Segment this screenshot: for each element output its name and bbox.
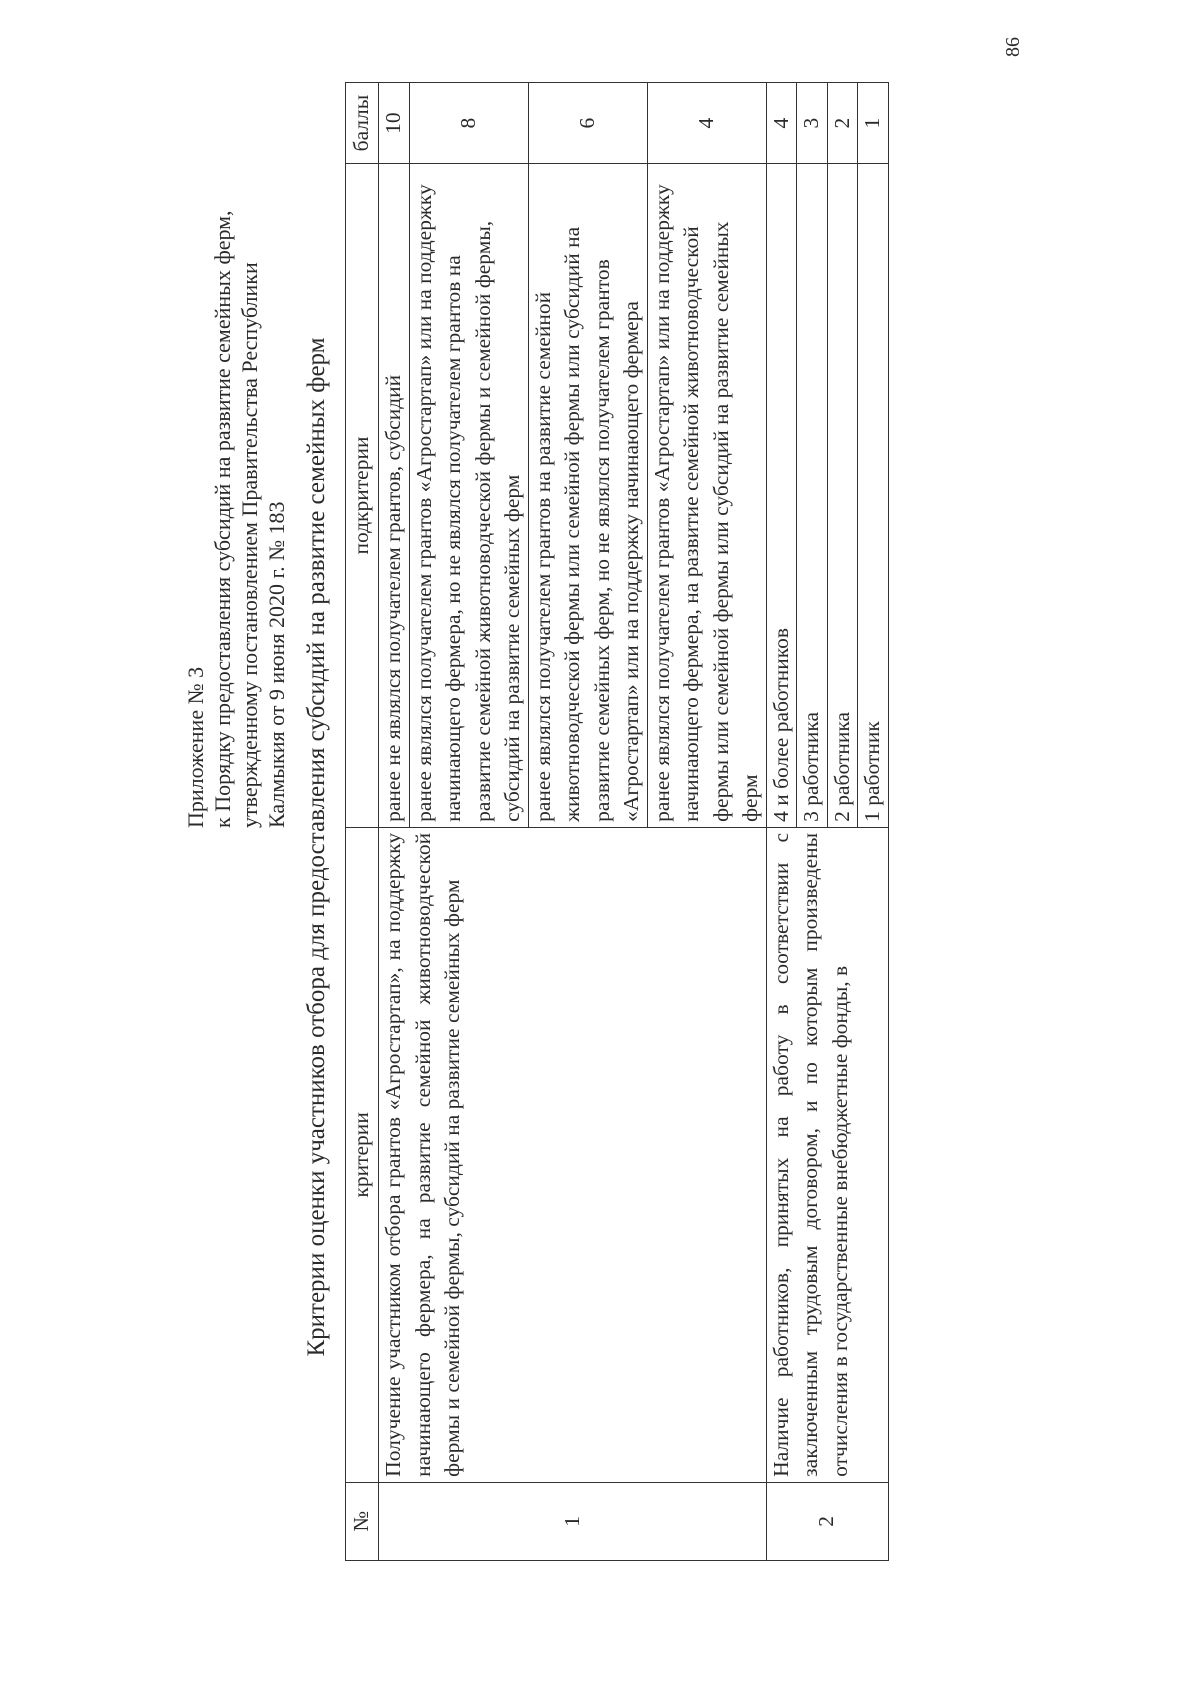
table-row [379,83,410,1561]
header-subcriteria: подкритерии [346,164,379,828]
points-cell: 4 [766,83,797,164]
subcriteria-cell: 4 и более работников [766,164,797,828]
appendix-line: к Порядку предоставления субсидий на развитие семейных ферм, [210,210,235,828]
points-cell: 6 [528,83,647,164]
appendix-line: Приложение № 3 [183,666,208,828]
subcriteria-cell: 1 работник [858,164,889,828]
points-cell: 4 [647,83,766,164]
subcriteria-cell: ранее являлся получателем грантов «Агростартап» или на поддержку начинающего фермера, на развитие семейной животноводческой фермы или семейной фермы или субсидий на развитие семейных ферм [647,164,766,828]
appendix-line: утвержденному постановлением Правительства Республики [237,262,262,828]
appendix-line: Калмыкия от 9 июня 2020 г. № 183 [264,501,289,828]
document-title: Критерии оценки участников отбора для предоставления субсидий на развитие семейных ферм [303,337,330,1357]
points-cell: 1 [858,83,889,164]
appendix-header [182,184,290,828]
points-cell: 2 [827,83,858,164]
subcriteria-cell: ранее являлся получателем грантов на развитие семейной животноводческой фермы или семейной фермы или субсидий на развитие семейных ферм, но не являлся получателем грантов «Агростартап» или на поддержку начинающего фермера [528,164,647,828]
criteria-cell: Получение участником отбора грантов «Агростартап», на поддержку начинающего фермера, на развитие семейной животноводческой фермы и семейной фермы, субсидий на развитие семейных ферм [379,827,767,1482]
subcriteria-cell: 3 работника [797,164,828,828]
subcriteria-cell: 2 работника [827,164,858,828]
page-number: 86 [1002,37,1024,57]
subcriteria-cell: ранее не являлся получателем грантов, субсидий [379,164,410,828]
header-number: № [346,1482,379,1560]
points-cell: 3 [797,83,828,164]
subcriteria-cell: ранее являлся получателем грантов «Агростартап» или на поддержку начинающего фермера, но не являлся получателем грантов на развитие семейной животноводческой фермы и семейной фермы, субсидий на развитие семейных ферм [409,164,528,828]
row-number: 1 [379,1482,767,1560]
header-points: баллы [346,83,379,164]
row-number: 2 [766,1482,888,1560]
criteria-cell: Наличие работников, принятых на работу в соответствии с заключенным трудовым договором, и по которым произведены отчисления в государственные внебюджетные фонды, в [766,827,888,1482]
points-cell: 10 [379,83,410,164]
criteria-table [345,82,889,1561]
table-header-row [346,83,379,1561]
table-row [766,83,797,1561]
header-criteria: критерии [346,827,379,1482]
points-cell: 8 [409,83,528,164]
